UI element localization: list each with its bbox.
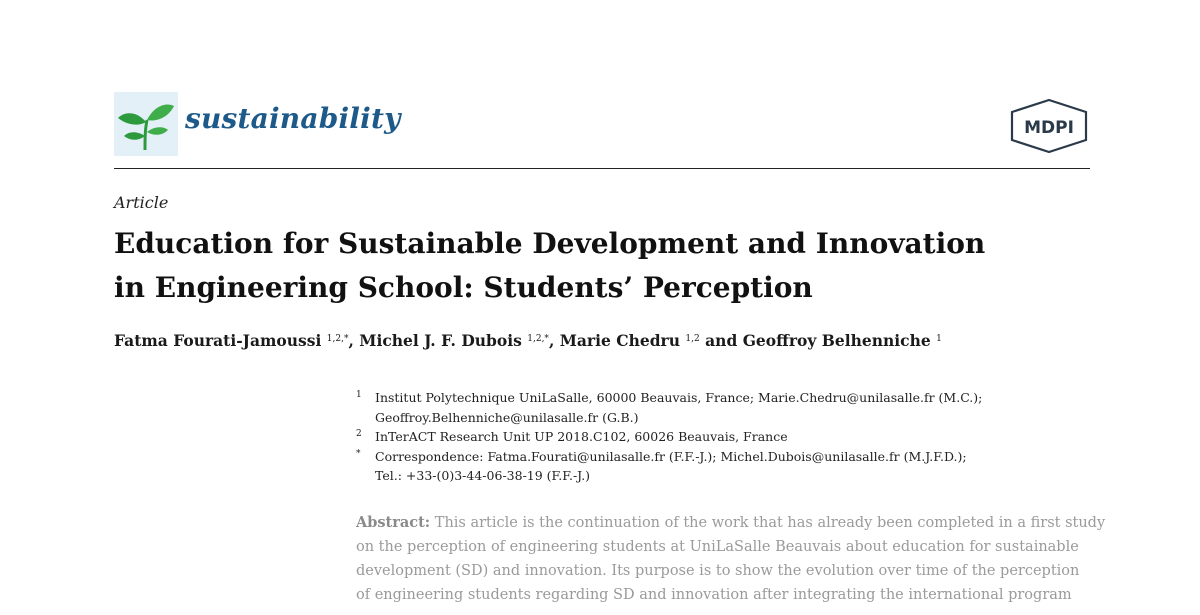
journal-name: sustainability xyxy=(185,102,401,135)
mdpi-hexagon-logo xyxy=(1008,98,1090,154)
correspondence-line: Correspondence: Fatma.Fourati@unilasalle.fr (F.F.-J.); Michel.Dubois@unilasalle.fr (M.J.F.D.); xyxy=(375,448,967,464)
abstract xyxy=(356,511,1106,607)
journal-header xyxy=(114,92,1090,168)
plant-sprout-icon xyxy=(114,92,178,156)
author-list xyxy=(114,331,942,350)
affiliation-list xyxy=(356,388,1076,486)
title-line: Education for Sustainable Development and Innovation xyxy=(114,227,986,260)
abstract-line: development (SD) and innovation. Its purpose is to show the evolution over time of the perception xyxy=(356,563,1080,579)
title-line: in Engineering School: Students’ Perception xyxy=(114,271,813,304)
abstract-text: This article is the continuation of the work that has already been completed in a first study xyxy=(430,515,1106,531)
abstract-label: Abstract: xyxy=(356,514,431,531)
affiliation-line: InTerACT Research Unit UP 2018.C102, 60026 Beauvais, France xyxy=(375,429,788,444)
author-separator: , xyxy=(348,331,360,350)
correspondence-item xyxy=(356,447,1076,486)
header-divider xyxy=(114,168,1090,169)
affiliation-marker: 1 xyxy=(356,390,362,400)
publisher-name: MDPI xyxy=(1024,118,1074,138)
abstract-line: on the perception of engineering students at UniLaSalle Beauvais about education for sustainable xyxy=(356,539,1079,555)
author-affiliation-marker: 1 xyxy=(936,334,942,344)
author-name: Michel J. F. Dubois xyxy=(359,331,522,350)
affiliation-item xyxy=(356,388,1076,427)
article-type: Article xyxy=(114,193,169,212)
author-separator: and xyxy=(699,331,743,350)
correspondence-marker: * xyxy=(356,448,361,459)
author-name: Geoffroy Belhenniche xyxy=(742,331,931,350)
author-affiliation-marker: 1,2,* xyxy=(527,334,549,344)
abstract-line: of engineering students regarding SD and innovation after integrating the international program xyxy=(356,587,1072,603)
paper-title xyxy=(114,222,1074,310)
author-separator: , xyxy=(548,331,560,350)
affiliation-line: Institut Polytechnique UniLaSalle, 60000 Beauvais, France; Marie.Chedru@unilasalle.fr (M.C.); xyxy=(375,390,983,405)
author-affiliation-marker: 1,2,* xyxy=(326,334,349,344)
publisher-logo xyxy=(1008,98,1090,154)
author-name: Fatma Fourati-Jamoussi xyxy=(114,331,322,350)
affiliation-marker: 2 xyxy=(356,429,362,439)
affiliation-item xyxy=(356,427,1076,447)
author-name: Marie Chedru xyxy=(559,331,680,350)
correspondence-line: Tel.: +33-(0)3-44-06-38-19 (F.F.-J.) xyxy=(375,468,591,483)
author-affiliation-marker: 1,2 xyxy=(685,334,700,344)
journal-logo xyxy=(114,92,178,156)
abstract-line xyxy=(356,511,1106,535)
affiliation-line: Geoffroy.Belhenniche@unilasalle.fr (G.B.) xyxy=(375,409,639,425)
